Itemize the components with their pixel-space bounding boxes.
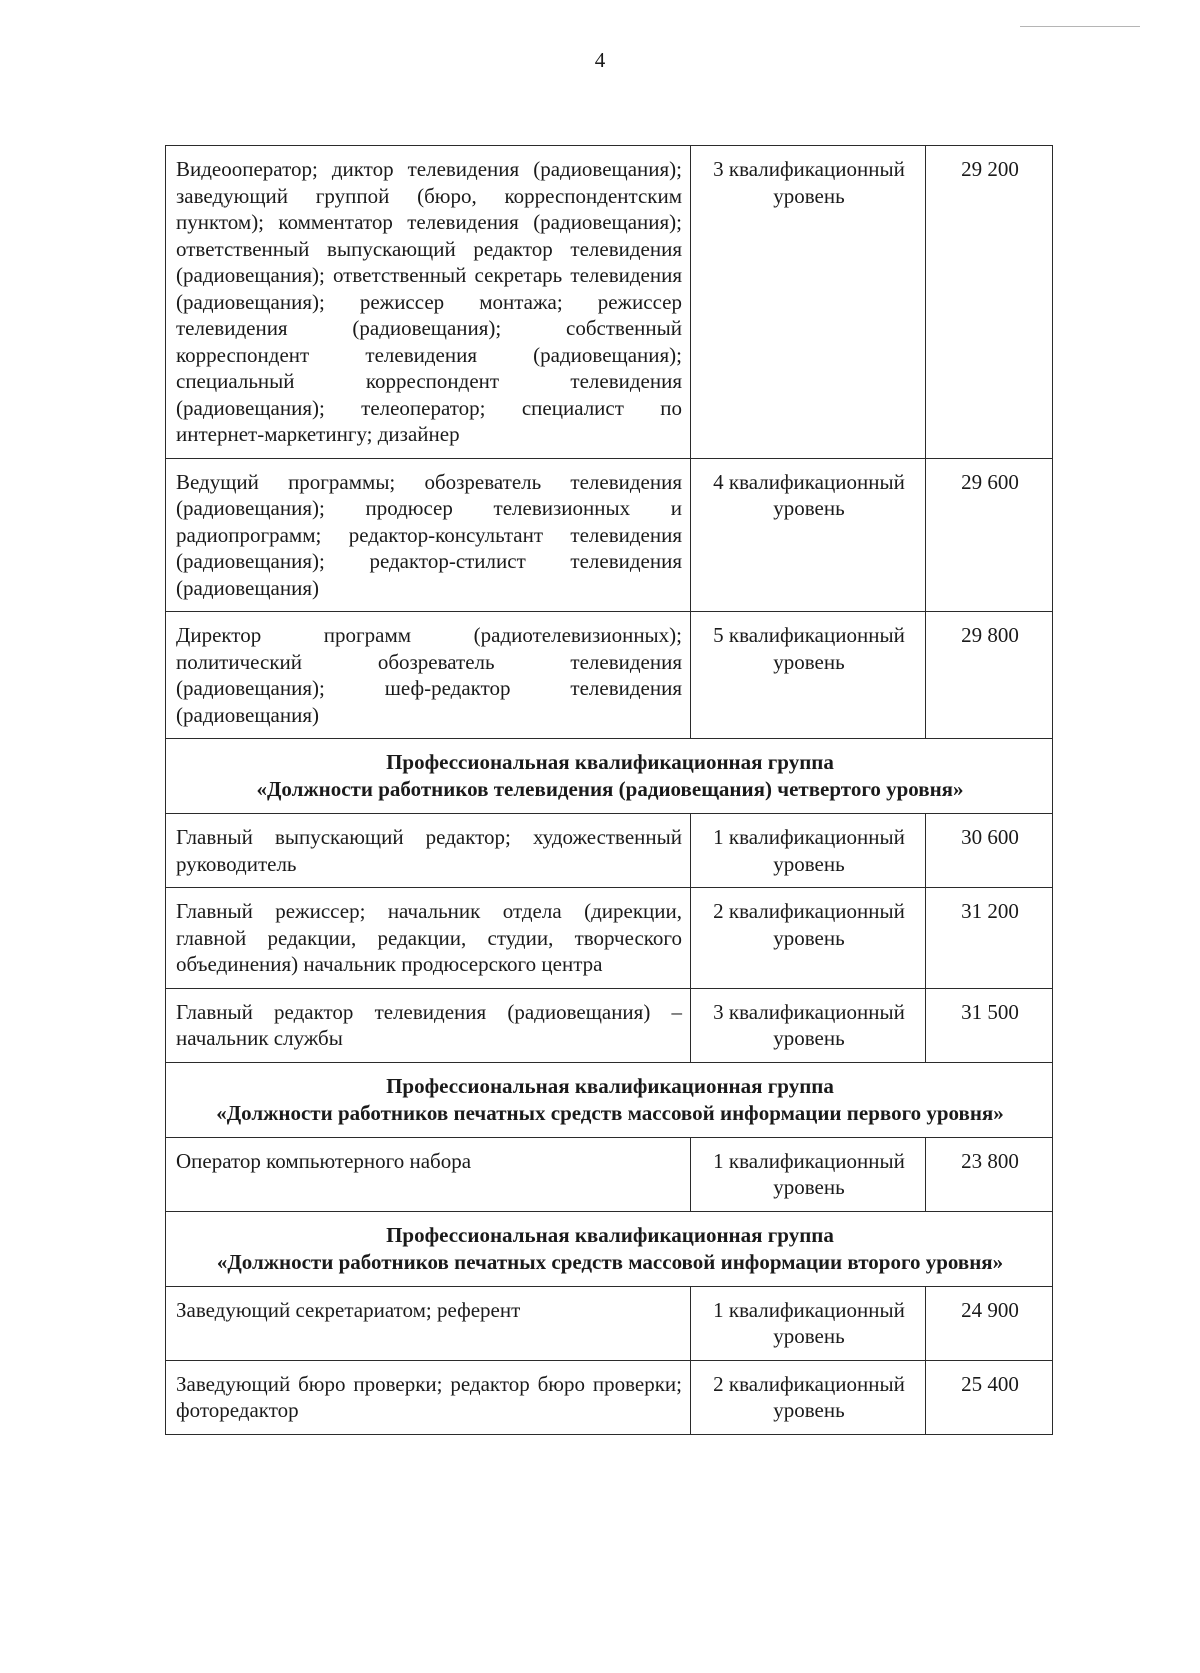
salary-cell: 23 800 (925, 1137, 1052, 1211)
qualification-level-number: 1 квалификационный (713, 1297, 905, 1322)
table-row (166, 888, 1053, 989)
group-title: Профессиональная квалификационная группа (386, 1073, 834, 1098)
table-row (166, 1286, 1053, 1360)
group-header-row (166, 1211, 1053, 1286)
qualification-level-cell (691, 1137, 926, 1211)
position-cell: Главный выпускающий редактор; художественный руководитель (166, 814, 691, 888)
salary-cell: 31 200 (925, 888, 1052, 989)
qualification-level-cell (691, 888, 926, 989)
salary-table (165, 145, 1053, 1435)
qualification-level-word: уровень (773, 1026, 845, 1050)
qualification-level-word: уровень (773, 1175, 845, 1199)
qualification-level-cell (691, 612, 926, 739)
position-cell: Оператор компьютерного набора (166, 1137, 691, 1211)
qualification-level-word: уровень (773, 183, 845, 208)
qualification-level-word: уровень (773, 496, 845, 520)
salary-cell: 29 800 (925, 612, 1052, 739)
position-cell: Видеооператор; диктор телевидения (радиовещания); заведующий группой (бюро, корреспондентским пунктом); комментатор телевидения (радиовещания); ответственный выпускающий редактор телевидения (радиовещания); ответственный секретарь телевидения (радиовещания); режиссер монтажа; режиссер телевидения (радиовещания); собственный корреспондент телевидения (радиовещания); специальный корреспондент телевидения (радиовещания); телеоператор; специалист по интернет-маркетингу; дизайнер (166, 146, 691, 459)
group-subtitle: «Должности работников телевидения (радиовещания) четвертого уровня» (256, 777, 964, 801)
group-subtitle: «Должности работников печатных средств массовой информации первого уровня» (216, 1100, 1004, 1125)
qualification-level-number: 2 квалификационный (713, 1371, 905, 1396)
salary-cell: 25 400 (925, 1360, 1052, 1434)
table-row (166, 612, 1053, 739)
position-cell: Заведующий секретариатом; референт (166, 1286, 691, 1360)
salary-cell: 24 900 (925, 1286, 1052, 1360)
group-header (166, 739, 1053, 814)
position-cell: Заведующий бюро проверки; редактор бюро проверки; фоторедактор (166, 1360, 691, 1434)
qualification-level-number: 4 квалификационный (713, 469, 905, 494)
table-row (166, 458, 1053, 612)
qualification-level-word: уровень (773, 649, 845, 674)
table-row (166, 814, 1053, 888)
table-row (166, 146, 1053, 459)
qualification-level-cell (691, 988, 926, 1062)
qualification-level-word: уровень (773, 1324, 845, 1348)
qualification-level-cell (691, 1360, 926, 1434)
salary-cell: 29 200 (925, 146, 1052, 459)
table-row (166, 988, 1053, 1062)
group-title: Профессиональная квалификационная группа (386, 1222, 834, 1247)
group-header (166, 1211, 1053, 1286)
salary-cell: 30 600 (925, 814, 1052, 888)
qualification-level-word: уровень (773, 851, 845, 876)
qualification-level-number: 5 квалификационный (713, 623, 905, 647)
position-cell: Директор программ (радиотелевизионных); политический обозреватель телевидения (радиовещания); шеф-редактор телевидения (радиовещания) (166, 612, 691, 739)
qualification-level-number: 1 квалификационный (713, 825, 905, 849)
top-rule (1020, 26, 1140, 27)
position-cell: Ведущий программы; обозреватель телевидения (радиовещания); продюсер телевизионных и радиопрограмм; редактор-консультант телевидения (радиовещания); редактор-стилист телевидения (радиовещания) (166, 458, 691, 612)
qualification-level-word: уровень (773, 1398, 845, 1422)
qualification-level-cell (691, 1286, 926, 1360)
qualification-level-number: 3 квалификационный (713, 157, 905, 181)
table-body (166, 146, 1053, 1435)
table-row (166, 1360, 1053, 1434)
salary-cell: 29 600 (925, 458, 1052, 612)
group-header (166, 1062, 1053, 1137)
group-header-row (166, 1062, 1053, 1137)
page-number: 4 (594, 48, 606, 72)
qualification-level-word: уровень (773, 925, 845, 950)
position-cell: Главный редактор телевидения (радиовещания) – начальник службы (166, 988, 691, 1062)
group-title: Профессиональная квалификационная группа (386, 750, 834, 774)
qualification-level-cell (691, 146, 926, 459)
salary-cell: 31 500 (925, 988, 1052, 1062)
group-header-row (166, 739, 1053, 814)
qualification-level-number: 3 квалификационный (713, 999, 905, 1024)
position-cell: Главный режиссер; начальник отдела (дирекции, главной редакции, редакции, студии, творческого объединения) начальник продюсерского центра (166, 888, 691, 989)
qualification-level-cell (691, 458, 926, 612)
qualification-level-number: 2 квалификационный (713, 899, 905, 923)
qualification-level-cell (691, 814, 926, 888)
qualification-level-number: 1 квалификационный (713, 1148, 905, 1173)
table-row (166, 1137, 1053, 1211)
group-subtitle: «Должности работников печатных средств массовой информации второго уровня» (216, 1249, 1004, 1274)
